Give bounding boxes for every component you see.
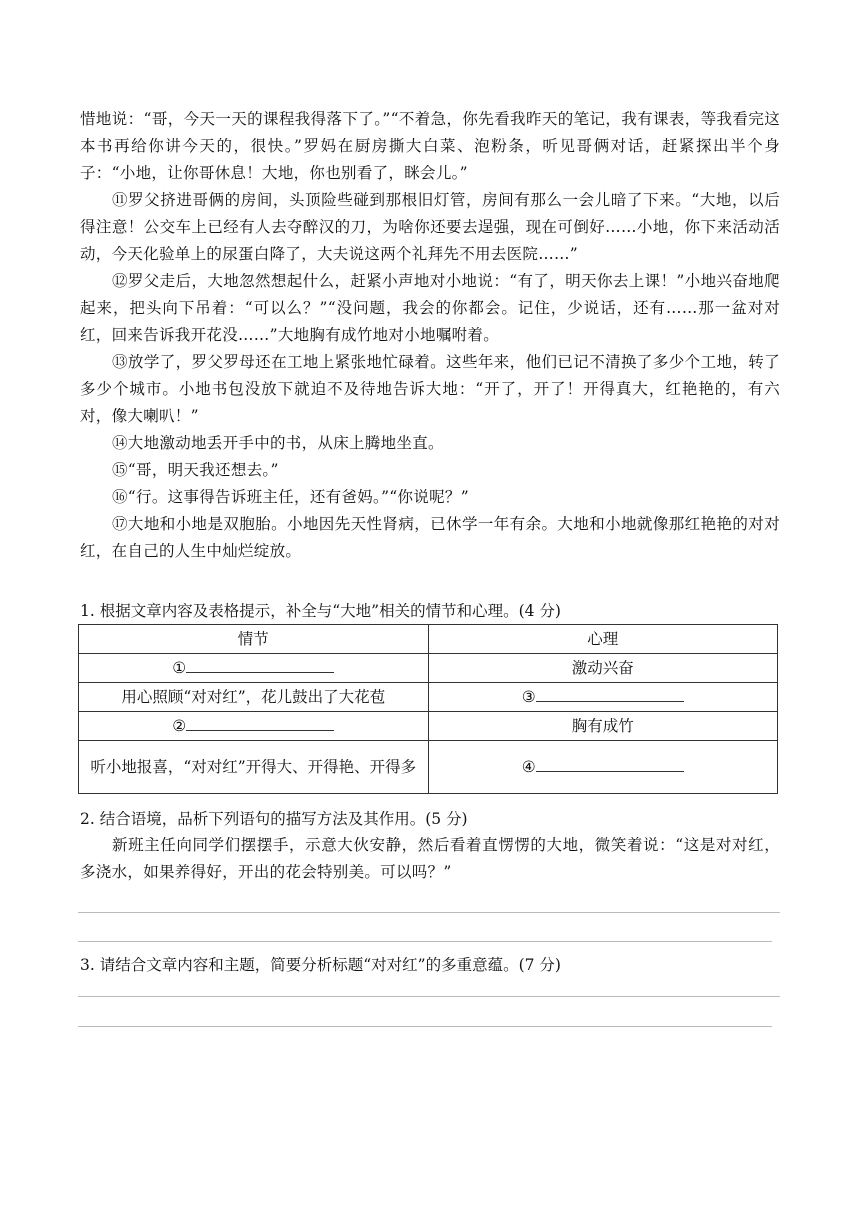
question-1-prompt: 1. 根据文章内容及表格提示，补全与“大地”相关的情节和心理。(4 分) — [80, 602, 561, 620]
question-3-prompt: 3. 请结合文章内容和主题，简要分析标题“对对红”的多重意蕴。(7 分) — [80, 956, 561, 974]
passage-paragraph-17: ⑰大地和小地是双胞胎。小地因先天性肾病，已休学一年有余。大地和小地就像那红艳艳的对对红，在自己的人生中灿烂绽放。 — [80, 515, 780, 560]
table-header-row — [79, 625, 778, 654]
passage-paragraph-16: ⑯“行。这事得告诉班主任，还有爸妈。”“你说呢？” — [112, 488, 469, 506]
table-header-psychology: 心理 — [428, 625, 778, 654]
table-cell-plot[interactable] — [79, 712, 429, 741]
passage-paragraph: 惜地说：“哥，今天一天的课程我得落下了。”“不着急，你先看我昨天的笔记，我有课表，等我看完这本书再给你讲今天的，很快。”罗妈在厨房撕大白菜、泡粉条，听见哥俩对话，赶紧探出半个身子：“小地，让你哥休息！大地，你也别看了，眯会儿。” — [80, 110, 780, 182]
passage-paragraph-12: ⑫罗父走后，大地忽然想起什么，赶紧小声地对小地说：“有了，明天你去上课！”小地兴奋地爬起来，把头向下吊着：“可以么？”“没问题，我会的你都会。记住，少说话，还有……那一盆对对红，回来告诉我开花没……”大地胸有成竹地对小地嘱咐着。 — [80, 272, 780, 344]
table-row — [79, 741, 778, 794]
answer-line[interactable] — [78, 912, 780, 913]
table-cell-psychology[interactable] — [428, 683, 778, 712]
plot-psychology-table — [78, 624, 778, 794]
passage-paragraph-11: ⑪罗父挤进哥俩的房间，头顶险些碰到那根旧灯管，房间有那么一会儿暗了下来。“大地，以后得注意！公交车上已经有人去夺醉汉的刀，为啥你还要去逞强，现在可倒好……小地，你下来活动活动，今天化验单上的尿蛋白降了，大夫说这两个礼拜先不用去医院……” — [80, 191, 780, 263]
blank-marker: ① — [172, 659, 187, 677]
question-2-quote — [80, 832, 780, 886]
answer-blank-2[interactable] — [186, 714, 334, 731]
question-2-prompt: 2. 结合语境，品析下列语句的描写方法及其作用。(5 分) — [80, 810, 468, 828]
answer-line[interactable] — [78, 1026, 772, 1027]
table-cell-psychology[interactable] — [428, 741, 778, 794]
blank-marker: ② — [172, 717, 187, 735]
table-cell-plot: 用心照顾“对对红”，花儿鼓出了大花苞 — [79, 683, 429, 712]
answer-blank-1[interactable] — [186, 656, 334, 673]
passage-paragraph-13: ⑬放学了，罗父罗母还在工地上紧张地忙碌着。这些年来，他们已记不清换了多少个工地，转了多少个城市。小地书包没放下就迫不及待地告诉大地：“开了，开了！开得真大，红艳艳的，有六对，像大喇叭！” — [80, 353, 780, 425]
table-cell-plot[interactable] — [79, 654, 429, 683]
answer-line[interactable] — [78, 996, 780, 997]
answer-line[interactable] — [78, 941, 772, 942]
passage-paragraph-15: ⑮“哥，明天我还想去。” — [112, 461, 279, 479]
table-cell-psychology: 胸有成竹 — [428, 712, 778, 741]
passage-continued — [80, 106, 780, 565]
table-row — [79, 654, 778, 683]
answer-blank-4[interactable] — [536, 755, 684, 772]
table-row — [79, 683, 778, 712]
blank-marker: ③ — [521, 688, 536, 706]
passage-paragraph-14: ⑭大地激动地丢开手中的书，从床上腾地坐直。 — [112, 434, 444, 452]
table-row — [79, 712, 778, 741]
table-cell-psychology: 激动兴奋 — [428, 654, 778, 683]
table-header-plot: 情节 — [79, 625, 429, 654]
table-cell-plot: 听小地报喜，“对对红”开得大、开得艳、开得多 — [79, 741, 429, 794]
blank-marker: ④ — [521, 758, 536, 776]
answer-blank-3[interactable] — [536, 685, 684, 702]
quote-text: 新班主任向同学们摆摆手，示意大伙安静，然后看着直愣愣的大地，微笑着说：“这是对对红，多浇水，如果养得好，开出的花会特别美。可以吗？” — [80, 836, 780, 881]
